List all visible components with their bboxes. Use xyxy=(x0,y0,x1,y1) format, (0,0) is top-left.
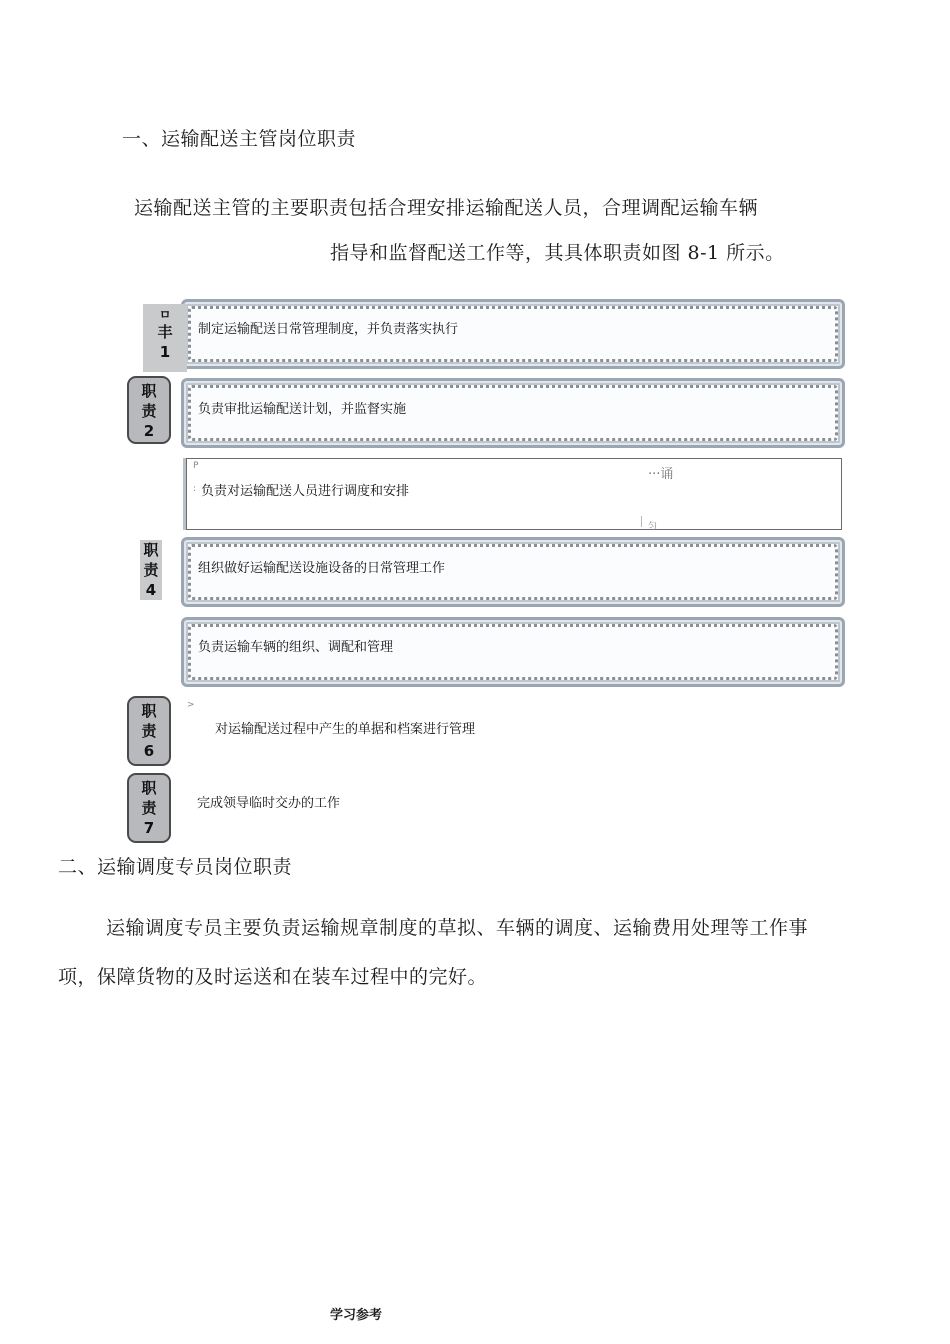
duty-2-badge-mid: 责 xyxy=(141,402,157,420)
duty-4-badge-top: 职 xyxy=(143,541,159,559)
section1-intro-line1: 运输配送主管的主要职责包括合理安排运输配送人员，合理调配运输车辆 xyxy=(134,197,759,219)
section2-para-line2: 项，保障货物的及时运送和在装车过程中的完好。 xyxy=(58,966,488,988)
duty-1-text: 制定运输配送日常管理制度，并负责落实执行 xyxy=(198,322,459,337)
duty-1-badge-top: ㅁ xyxy=(159,308,171,322)
duty-6-badge-mid: 责 xyxy=(141,722,157,740)
duty-4-badge-num: 4 xyxy=(145,581,157,599)
duty-6-badge xyxy=(127,696,171,766)
duty-1-badge xyxy=(143,304,187,372)
duty-7-badge-mid: 责 xyxy=(141,799,157,817)
duty-4-badge-mid: 责 xyxy=(143,561,159,579)
duty-5-text: 负责运输车辆的组织、调配和管理 xyxy=(198,640,394,655)
duty-6-badge-num: 6 xyxy=(143,742,155,760)
duty-4-badge xyxy=(140,540,162,600)
duty-3-right-bottom-mark: 匀 xyxy=(648,522,658,532)
duty-2-text: 负责审批运输配送计划，并监督实施 xyxy=(198,402,407,417)
duty-7-badge-num: 7 xyxy=(143,819,155,837)
section2-heading: 二、运输调度专员岗位职责 xyxy=(58,856,293,878)
section1-intro-line2: 指导和监督配送工作等，其具体职责如图 8-1 所示。 xyxy=(330,242,785,264)
duty-1-badge-mid: 丰 xyxy=(157,323,173,341)
duty-3-tick xyxy=(641,516,642,527)
duty-6-mark: > xyxy=(187,700,195,710)
duty-3-corner-p: P xyxy=(193,461,199,471)
duty-6-badge-top: 职 xyxy=(141,702,157,720)
footer-text: 学习参考 xyxy=(330,1308,383,1323)
duty-3-text: 负责对运输配送人员进行调度和安排 xyxy=(201,484,410,499)
duty-7-badge-top: 职 xyxy=(141,779,157,797)
duty-7-badge xyxy=(127,773,171,843)
duty-1-badge-num: 1 xyxy=(159,343,171,361)
section2-para-line1: 运输调度专员主要负责运输规章制度的草拟、车辆的调度、运输费用处理等工作事 xyxy=(106,917,809,939)
duty-4-text: 组织做好运输配送设施设备的日常管理工作 xyxy=(198,561,446,576)
duty-2-badge-num: 2 xyxy=(143,422,155,440)
duty-6-text: 对运输配送过程中产生的单据和档案进行管理 xyxy=(215,722,476,737)
duty-3-corner-colon: : xyxy=(193,484,197,494)
section1-heading: 一、运输配送主管岗位职责 xyxy=(122,128,357,150)
duty-3-right-mark: ···诵 xyxy=(648,467,674,482)
duty-2-badge xyxy=(127,376,171,444)
duty-2-badge-top: 职 xyxy=(141,382,157,400)
duty-7-text: 完成领导临时交办的工作 xyxy=(197,796,341,811)
